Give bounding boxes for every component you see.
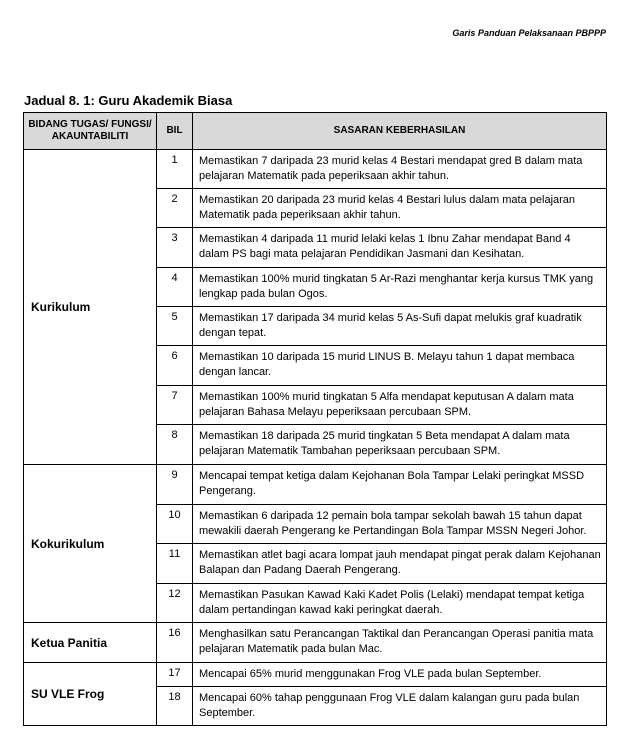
target-text: Memastikan 18 daripada 25 murid tingkatan 5 Beta mendapat A dalam mata pelajaran Matematik Tambahan peperiksaan percubaan SPM. [193, 425, 607, 465]
target-text: Memastikan 100% murid tingkatan 5 Alfa mendapat keputusan A dalam mata pelajaran Bahasa Melayu peperiksaan percubaan SPM. [193, 386, 607, 425]
row-number: 17 [157, 663, 193, 687]
target-text: Memastikan 17 daripada 34 murid kelas 5 As-Sufi dapat melukis graf kuadratik dengan tepat. [193, 307, 607, 346]
row-number: 5 [157, 307, 193, 346]
row-number: 7 [157, 386, 193, 425]
row-number: 16 [157, 623, 193, 663]
target-text: Memastikan 10 daripada 15 murid LINUS B. Melayu tahun 1 dapat membaca dengan lancar. [193, 346, 607, 386]
column-header-target: SASARAN KEBERHASILAN [193, 113, 607, 150]
area-cell-kokurikulum: Kokurikulum [24, 465, 157, 623]
row-number: 8 [157, 425, 193, 465]
target-text: Mencapai 65% murid menggunakan Frog VLE pada bulan September. [193, 663, 607, 687]
table-header-row [24, 113, 607, 150]
table-row [24, 465, 607, 505]
table-title: Jadual 8. 1: Guru Akademik Biasa [24, 93, 233, 108]
target-text: Memastikan 6 daripada 12 pemain bola tampar sekolah bawah 15 tahun dapat mewakili daerah Pengerang ke Pertandingan Bola Tampar MSSN Negeri Johor. [193, 505, 607, 544]
table-row [24, 623, 607, 663]
target-text: Menghasilkan satu Perancangan Taktikal dan Perancangan Operasi panitia mata pelajaran Matematik pada bulan Mac. [193, 623, 607, 663]
column-header-area: BIDANG TUGAS/ FUNGSI/ AKAUNTABILITI [24, 113, 157, 150]
target-text: Memastikan 20 daripada 23 murid kelas 4 Bestari lulus dalam mata pelajaran Matematik pada peperiksaan akhir tahun. [193, 189, 607, 228]
table-row [24, 663, 607, 687]
row-number: 3 [157, 228, 193, 268]
row-number: 12 [157, 584, 193, 623]
row-number: 11 [157, 544, 193, 584]
row-number: 4 [157, 268, 193, 307]
target-text: Memastikan Pasukan Kawad Kaki Kadet Polis (Lelaki) mendapat tempat ketiga dalam pertandingan kawad kaki peringkat daerah. [193, 584, 607, 623]
target-text: Memastikan atlet bagi acara lompat jauh mendapat pingat perak dalam Kejohanan Balapan dan Padang Daerah Pengerang. [193, 544, 607, 584]
target-text: Memastikan 100% murid tingkatan 5 Ar-Razi menghantar kerja kursus TMK yang lengkap pada bulan Ogos. [193, 268, 607, 307]
row-number: 2 [157, 189, 193, 228]
target-text: Memastikan 4 daripada 11 murid lelaki kelas 1 Ibnu Zahar mendapat Band 4 dalam PS bagi mata pelajaran Pendidikan Jasmani dan Kesihatan. [193, 228, 607, 268]
table-row [24, 150, 607, 189]
row-number: 6 [157, 346, 193, 386]
targets-table [23, 112, 607, 726]
target-text: Mencapai 60% tahap penggunaan Frog VLE dalam kalangan guru pada bulan September. [193, 687, 607, 726]
target-text: Mencapai tempat ketiga dalam Kejohanan Bola Tampar Lelaki peringkat MSSD Pengerang. [193, 465, 607, 505]
column-header-number: BIL [157, 113, 193, 150]
row-number: 10 [157, 505, 193, 544]
document-header: Garis Panduan Pelaksanaan PBPPP [452, 28, 606, 38]
row-number: 1 [157, 150, 193, 189]
area-cell-kurikulum: Kurikulum [24, 150, 157, 465]
area-cell-ketua-panitia: Ketua Panitia [24, 623, 157, 663]
target-text: Memastikan 7 daripada 23 murid kelas 4 Bestari mendapat gred B dalam mata pelajaran Matematik pada peperiksaan akhir tahun. [193, 150, 607, 189]
area-cell-su-vle-frog: SU VLE Frog [24, 663, 157, 726]
row-number: 9 [157, 465, 193, 505]
row-number: 18 [157, 687, 193, 726]
